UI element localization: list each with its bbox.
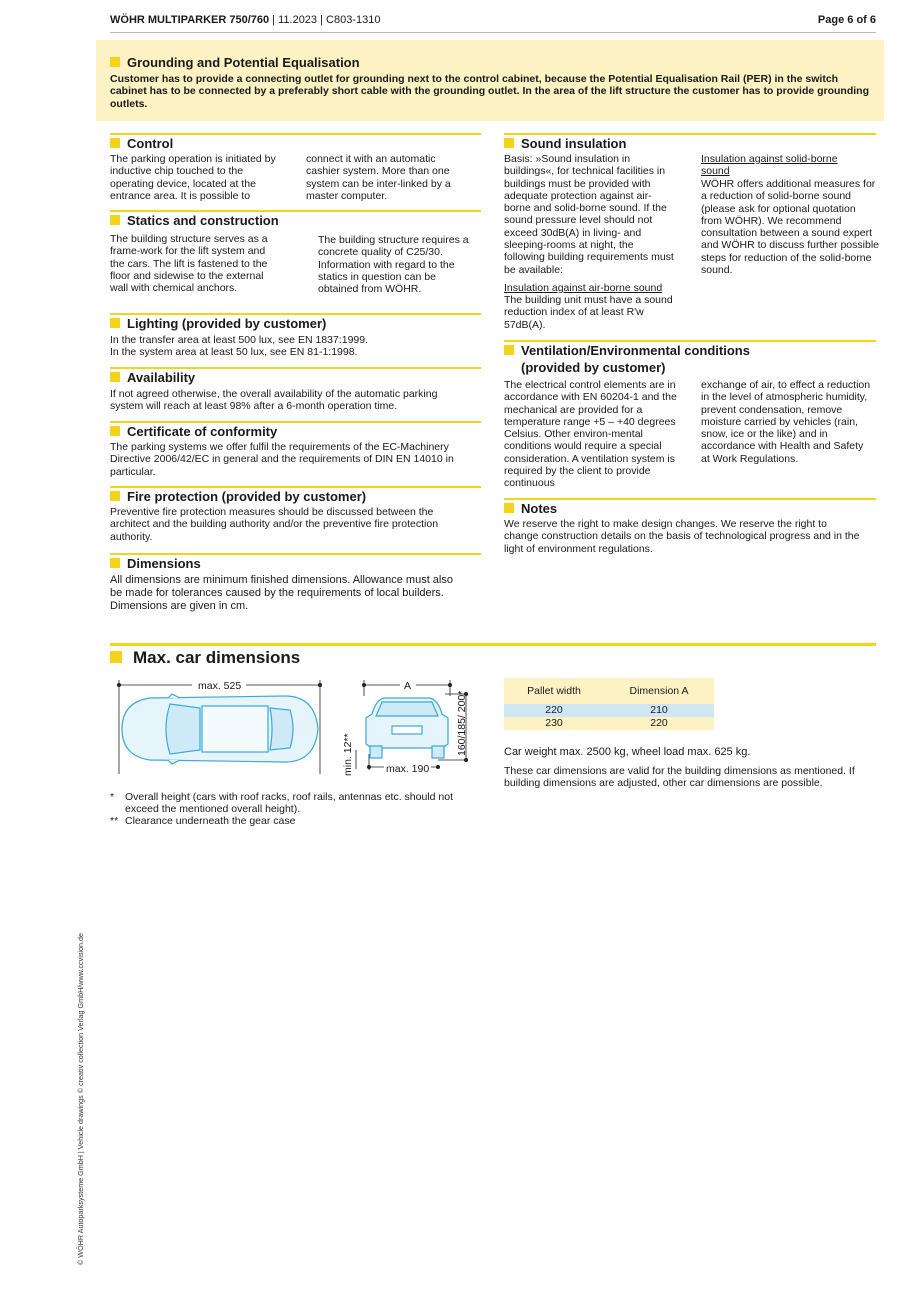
availability-text: If not agreed otherwise, the overall availability of the automatic parking system will reach at least 98% after a 6-month operation time. — [110, 388, 438, 413]
lighting-line-2: In the system area at least 50 lux, see EN 81-1:1998. — [110, 346, 358, 358]
bullet-square-icon — [504, 138, 514, 148]
footnote-2-mark: ** — [110, 815, 119, 827]
section-divider — [504, 133, 876, 135]
fire-protection-title: Fire protection (provided by customer) — [110, 489, 366, 505]
width-label: max. 190 — [386, 763, 430, 775]
section-divider — [110, 210, 481, 212]
grounding-notice — [96, 40, 884, 121]
fire-protection-text: Preventive fire protection measures should be discussed between the architect and the building authority and/or the preventive fire protection authority. — [110, 506, 439, 543]
dimensions-title: Dimensions — [110, 556, 201, 572]
table-cell: 220 — [604, 717, 714, 730]
car-validity-text: These car dimensions are valid for the building dimensions as mentioned. If building dimensions are adjusted, other car dimensions are possible. — [504, 765, 855, 790]
conformity-title: Certificate of conformity — [110, 424, 277, 440]
lighting-line-1: In the transfer area at least 500 lux, see EN 1837:1999. — [110, 334, 368, 346]
footnote-2: Clearance underneath the gear case — [125, 815, 296, 827]
bullet-square-icon — [110, 651, 122, 663]
sound-text-col2: WÖHR offers additional measures for a reduction of solid-borne sound (please ask for optional quotation from WÖHR). We recommend consultation between a sound expert and WÖHR to discuss further possible steps for reduction of the solid-borne sound. — [701, 178, 879, 277]
car-top-silhouette-icon — [122, 694, 318, 764]
control-title: Control — [110, 136, 173, 152]
availability-title: Availability — [110, 370, 195, 386]
sound-title: Sound insulation — [504, 136, 626, 152]
bullet-square-icon — [110, 138, 120, 148]
bullet-square-icon — [110, 318, 120, 328]
footnote-1: Overall height (cars with roof racks, roof rails, antennas etc. should not exceed the mentioned overall height). — [125, 791, 453, 816]
sound-subhead-airborne: Insulation against air-borne sound — [504, 282, 663, 294]
statics-text-col2: The building structure requires a concrete quality of C25/30. Information with regard to the statics in question can be obtained from WÖHR. — [318, 234, 469, 296]
bullet-square-icon — [504, 345, 514, 355]
car-section-divider — [110, 643, 876, 646]
lighting-title: Lighting (provided by customer) — [110, 316, 326, 332]
table-cell: 210 — [604, 704, 714, 717]
notes-text: We reserve the right to make design changes. We reserve the right to change construction details on the basis of technological progress and in the light of environment regulations. — [504, 518, 860, 555]
footnote-1-mark: * — [110, 791, 115, 803]
section-divider — [504, 498, 876, 500]
car-weight-text: Car weight max. 2500 kg, wheel load max. 625 kg. — [504, 746, 751, 758]
header-divider — [110, 32, 876, 33]
pallet-dimension-table — [504, 678, 714, 730]
section-divider — [110, 486, 481, 488]
bullet-square-icon — [110, 558, 120, 568]
statics-title: Statics and construction — [110, 213, 279, 229]
section-divider — [110, 367, 481, 369]
table-cell: 220 — [504, 704, 604, 717]
notice-title: Grounding and Potential Equalisation — [110, 55, 360, 70]
table-row — [504, 717, 714, 730]
section-divider — [110, 313, 481, 315]
doc-meta: | 11.2023 | C803-1310 — [269, 14, 381, 26]
section-divider — [110, 133, 481, 135]
notice-body: Customer has to provide a connecting outlet for grounding next to the control cabinet, because the Potential Equalisation Rail (PER) in the switch cabinet has to be connected by a preferably short cable with the grounding outlet. In the area of the lift structure the customer has to provide grounding outlets. — [110, 73, 870, 110]
height-label: 160/185/ 200* — [456, 690, 468, 756]
table-header: Pallet width — [504, 678, 604, 704]
length-label: max. 525 — [198, 680, 242, 692]
table-row — [504, 704, 714, 717]
sound-subhead-solidborne: Insulation against solid-borne sound — [701, 153, 838, 178]
bullet-square-icon — [110, 426, 120, 436]
notes-title: Notes — [504, 501, 557, 517]
bullet-square-icon — [110, 57, 120, 67]
control-text-col1: The parking operation is initiated by inductive chip touched to the operating device, located at the entrance area. It is possible to — [110, 153, 276, 202]
statics-text-col1: The building structure serves as a frame-work for the lift system and the cars. The lift is fastened to the floor and sidewise to the external wall with chemical anchors. — [110, 233, 268, 295]
dimensions-text: All dimensions are minimum finished dimensions. Allowance must also be made for tolerances caused by the requirements of local builders. Dimensions are given in cm. — [110, 574, 453, 612]
bullet-square-icon — [110, 372, 120, 382]
dimension-a-label: A — [404, 680, 412, 692]
ventilation-text-col1: The electrical control elements are in accordance with EN 60204-1 and the mechanical are provided for a temperature range +5 – +40 degrees Celsius. Other environ-mental conditions would require a special consideration. A ventilation system is required by the client to provide continuous — [504, 379, 677, 490]
ventilation-text-col2: exchange of air, to effect a reduction in the level of atmospheric humidity, prevent condensation, remove moisture carried by vehicles (rain, snow, ice or the like) and in accordance with Health and Safety at Work Regulations. — [701, 379, 871, 465]
clearance-label: min. 12** — [342, 733, 354, 776]
conformity-text: The parking systems we offer fulfil the requirements of the EC-Machinery Directive 2006/42/EC in general and the requirements of DIN EN 14010 in particular. — [110, 441, 454, 478]
table-cell: 230 — [504, 717, 604, 730]
section-divider — [110, 421, 481, 423]
control-text-col2: connect it with an automatic cashier system. More than one system can be inter-linked by a master computer. — [306, 153, 451, 202]
copyright-credit: © WÖHR Autoparksysteme GmbH | Vehicle drawings © creativ collection Verlag GmbH/www.ccvision.de — [76, 932, 85, 1265]
page-number: Page 6 of 6 — [817, 14, 876, 26]
section-divider — [504, 340, 876, 342]
product-name: WÖHR MULTIPARKER 750/760 — [110, 14, 270, 26]
table-header: Dimension A — [604, 678, 714, 704]
sound-text-airborne: The building unit must have a sound reduction index of at least R'w 57dB(A). — [504, 294, 673, 331]
document-header — [110, 13, 876, 27]
bullet-square-icon — [504, 503, 514, 513]
bullet-square-icon — [110, 215, 120, 225]
ventilation-title: Ventilation/Environmental conditions — [504, 343, 750, 359]
section-divider — [110, 553, 481, 555]
sound-text-col1: Basis: »Sound insulation in buildings«, for technical facilities in buildings must be provided with adequate protection against air-borne and solid-borne sound. If the sound pressure level should not exceed 30dB(A) in living- and sleeping-rooms at night, the following building requirements must be available: — [504, 153, 674, 276]
bullet-square-icon — [110, 491, 120, 501]
car-dimensions-title: Max. car dimensions — [110, 648, 300, 668]
car-front-silhouette-icon — [366, 698, 448, 758]
ventilation-subtitle: (provided by customer) — [521, 360, 666, 375]
